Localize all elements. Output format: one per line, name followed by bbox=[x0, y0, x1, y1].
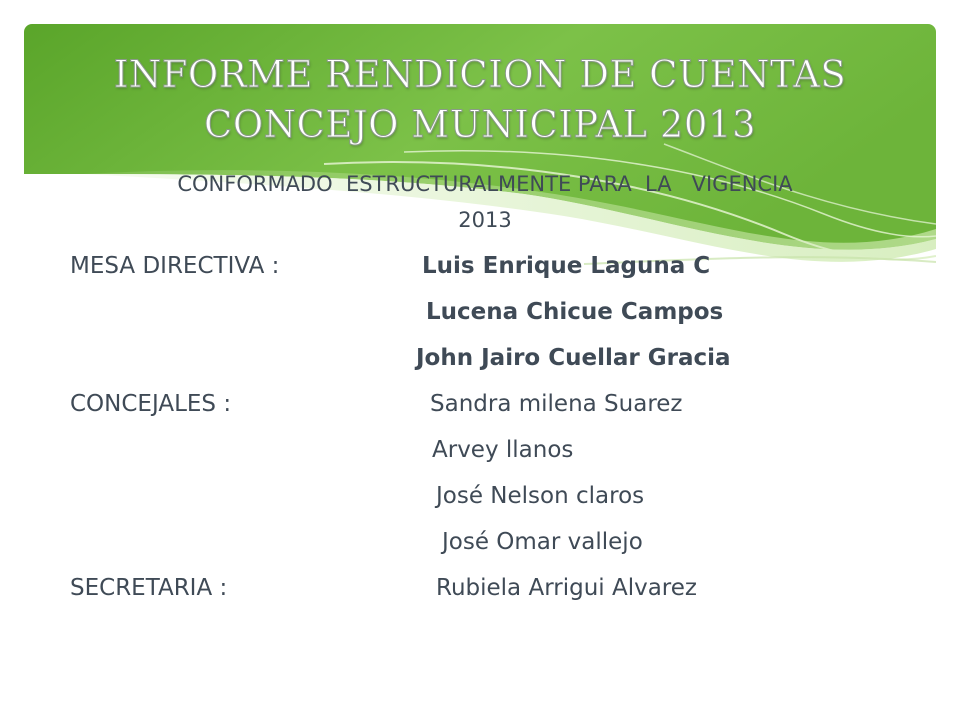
row-concejal bbox=[70, 476, 930, 516]
row-secretaria bbox=[70, 568, 930, 608]
row-value: John Jairo Cuellar Gracia bbox=[416, 345, 731, 371]
subtitle-line-2: 2013 bbox=[458, 208, 512, 232]
row-concejal bbox=[70, 522, 930, 562]
row-directiva-member bbox=[70, 338, 930, 378]
row-value: Sandra milena Suarez bbox=[430, 391, 683, 417]
row-concejales bbox=[70, 384, 930, 424]
row-value: Arvey llanos bbox=[432, 437, 574, 463]
title-line-2: CONCEJO MUNICIPAL 2013 bbox=[204, 103, 756, 146]
subtitle-line-1: CONFORMADO ESTRUCTURALMENTE PARA LA VIGENCIA bbox=[177, 172, 793, 196]
row-directiva-member bbox=[70, 292, 930, 332]
row-value: Rubiela Arrigui Alvarez bbox=[436, 575, 697, 601]
slide-title bbox=[24, 50, 936, 150]
row-value: José Nelson claros bbox=[436, 483, 645, 509]
row-label: MESA DIRECTIVA : bbox=[70, 253, 280, 279]
row-value: Luis Enrique Laguna C bbox=[422, 253, 711, 279]
row-value: Lucena Chicue Campos bbox=[426, 299, 724, 325]
row-label: CONCEJALES : bbox=[70, 391, 232, 417]
row-label: SECRETARIA : bbox=[70, 575, 228, 601]
row-mesa-directiva bbox=[70, 246, 930, 286]
row-value: José Omar vallejo bbox=[442, 529, 643, 555]
row-concejal bbox=[70, 430, 930, 470]
title-line-1: INFORME RENDICION DE CUENTAS bbox=[113, 53, 847, 96]
slide-subtitle bbox=[70, 166, 900, 238]
